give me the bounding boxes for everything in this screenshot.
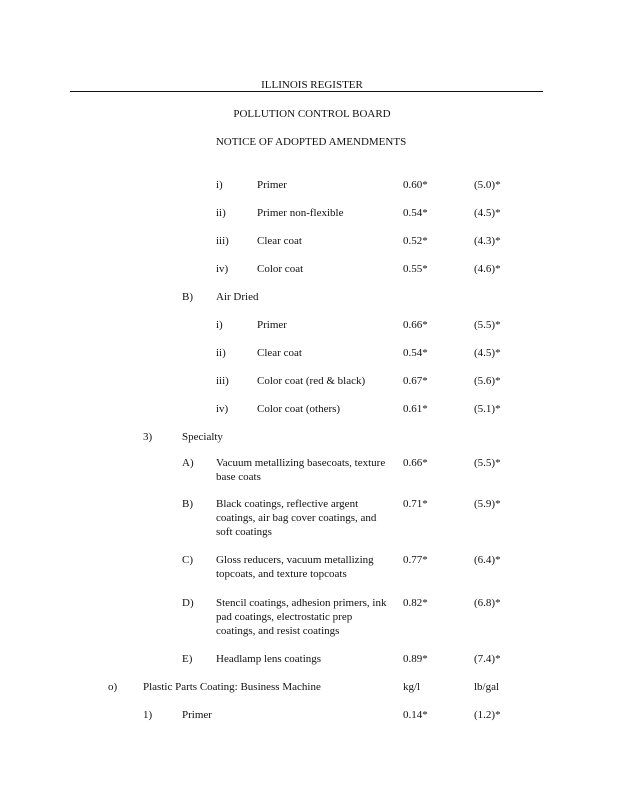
item-number: B) — [182, 498, 193, 510]
notice-title: NOTICE OF ADOPTED AMENDMENTS — [215, 136, 407, 148]
section-title: Plastic Parts Coating: Business Machine — [143, 681, 321, 693]
lb-value: (6.8)* — [474, 597, 501, 609]
item-number: 3) — [143, 431, 153, 443]
item-number: i) — [216, 319, 223, 331]
lb-value: (5.0)* — [474, 179, 501, 191]
kg-value: 0.66* — [403, 319, 428, 331]
item-label: Color coat (red & black) — [257, 375, 366, 387]
item-label: Primer — [257, 179, 287, 191]
lb-value: (7.4)* — [474, 653, 501, 665]
lb-value: (1.2)* — [474, 709, 501, 721]
item-number: iv) — [216, 403, 229, 415]
kg-value: 0.14* — [403, 709, 428, 721]
item-label: Clear coat — [257, 347, 302, 359]
lb-value: (5.5)* — [474, 457, 501, 469]
kg-value: 0.82* — [403, 597, 428, 609]
item-number: iv) — [216, 263, 229, 275]
lb-value: (4.6)* — [474, 263, 501, 275]
item-label: Headlamp lens coatings — [216, 653, 322, 665]
lb-value: (5.5)* — [474, 319, 501, 331]
kg-value: 0.60* — [403, 179, 428, 191]
item-number: ii) — [216, 347, 226, 359]
lb-value: (5.1)* — [474, 403, 501, 415]
item-label: Vacuum metallizing basecoats, texture base coats — [216, 457, 386, 483]
item-label: Primer non-flexible — [257, 207, 344, 219]
item-number: A) — [182, 457, 194, 469]
item-label: Clear coat — [257, 235, 302, 247]
lb-value: (5.6)* — [474, 375, 501, 387]
kg-value: 0.71* — [403, 498, 428, 510]
item-label: Color coat — [257, 263, 304, 275]
lb-value: (5.9)* — [474, 498, 501, 510]
section-number: o) — [108, 681, 118, 693]
item-number: E) — [182, 653, 193, 665]
register-title: ILLINOIS REGISTER — [261, 79, 363, 91]
kg-value: 0.77* — [403, 554, 428, 566]
item-label: Gloss reducers, vacuum metallizing topcoats, and texture topcoats — [216, 554, 374, 580]
lb-value: (4.3)* — [474, 235, 501, 247]
item-label: Stencil coatings, adhesion primers, ink pad coatings, electrostatic prep coatings, and resist coatings — [216, 597, 387, 637]
item-label: Specialty — [182, 431, 223, 443]
lb-value: (4.5)* — [474, 347, 501, 359]
kg-value: 0.54* — [403, 347, 428, 359]
kg-unit-header: kg/l — [403, 681, 421, 693]
item-number: C) — [182, 554, 193, 566]
item-number: i) — [216, 179, 223, 191]
header-rule — [70, 91, 543, 92]
item-number: iii) — [216, 375, 229, 387]
item-number: iii) — [216, 235, 229, 247]
item-label: Primer — [182, 709, 212, 721]
lb-value: (6.4)* — [474, 554, 501, 566]
item-label: Primer — [257, 319, 287, 331]
item-number: 1) — [143, 709, 153, 721]
kg-value: 0.67* — [403, 375, 428, 387]
kg-value: 0.89* — [403, 653, 428, 665]
lb-value: (4.5)* — [474, 207, 501, 219]
item-label: Black coatings, reflective argent coatings, air bag cover coatings, and soft coatings — [216, 498, 377, 538]
board-title: POLLUTION CONTROL BOARD — [233, 108, 391, 120]
kg-value: 0.66* — [403, 457, 428, 469]
kg-value: 0.54* — [403, 207, 428, 219]
item-label: Air Dried — [216, 291, 259, 303]
item-number: B) — [182, 291, 193, 303]
item-number: D) — [182, 597, 194, 609]
kg-value: 0.55* — [403, 263, 428, 275]
item-label: Color coat (others) — [257, 403, 341, 415]
kg-value: 0.52* — [403, 235, 428, 247]
kg-value: 0.61* — [403, 403, 428, 415]
item-number: ii) — [216, 207, 226, 219]
lb-unit-header: lb/gal — [474, 681, 500, 693]
